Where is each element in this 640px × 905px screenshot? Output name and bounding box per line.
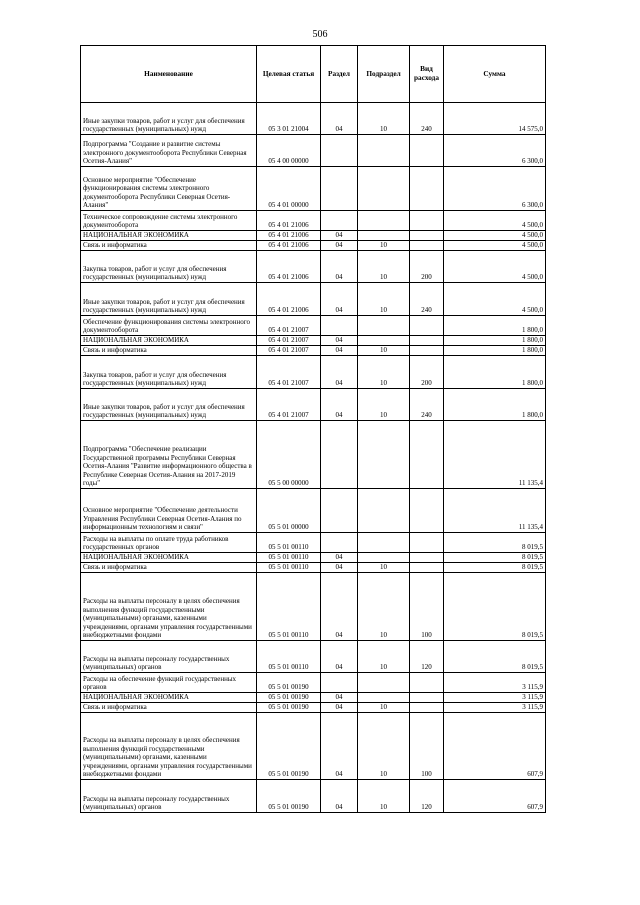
row-kind-cell: [410, 231, 444, 241]
row-name-cell: Расходы на выплаты персоналу в целях обеспечения выполнения функций государственными (муниципальными) органами, казенными учреждениями, органами управления государственными внебюджетными фондами: [81, 573, 257, 641]
row-section-cell: 04: [321, 573, 358, 641]
row-subsection-cell: 10: [358, 563, 410, 573]
row-kind-cell: [410, 553, 444, 563]
row-sum-cell: 4 500,0: [444, 211, 546, 231]
table-row: [81, 703, 546, 713]
row-name-cell: Подпрограмма "Создание и развитие системы электронного документооборота Республики Северная Осетия-Алания": [81, 135, 257, 167]
table-row: [81, 346, 546, 356]
row-section-cell: 04: [321, 283, 358, 316]
row-section-cell: 04: [321, 356, 358, 389]
table-row: [81, 251, 546, 283]
row-subsection-cell: 10: [358, 283, 410, 316]
row-subsection-cell: [358, 336, 410, 346]
row-code-cell: 05 5 01 00000: [257, 489, 321, 533]
row-kind-cell: [410, 489, 444, 533]
row-section-cell: 04: [321, 103, 358, 135]
row-name-cell: Расходы на выплаты по оплате труда работников государственных органов: [81, 533, 257, 553]
row-name-cell: НАЦИОНАЛЬНАЯ ЭКОНОМИКА: [81, 553, 257, 563]
row-sum-cell: 1 800,0: [444, 316, 546, 336]
row-sum-cell: 14 575,0: [444, 103, 546, 135]
row-section-cell: 04: [321, 251, 358, 283]
row-name-cell: Подпрограмма "Обеспечение реализации Государственной программы Республики Северная Осетия-Алания "Развитие информационного общества в Республике Северная Осетия-Алания на 2017-2019 годы": [81, 421, 257, 489]
row-kind-cell: [410, 135, 444, 167]
row-kind-cell: [410, 703, 444, 713]
row-section-cell: 04: [321, 553, 358, 563]
row-code-cell: 05 5 01 00110: [257, 563, 321, 573]
row-kind-cell: 240: [410, 389, 444, 421]
row-subsection-cell: [358, 231, 410, 241]
row-name-cell: Закупка товаров, работ и услуг для обеспечения государственных (муниципальных) нужд: [81, 356, 257, 389]
table-row: [81, 211, 546, 231]
row-section-cell: 04: [321, 346, 358, 356]
row-name-cell: Основное мероприятие "Обеспечение деятельности Управления Республики Северная Осетия-Алания по информационным технологиям и связи": [81, 489, 257, 533]
row-name-cell: Связь и информатика: [81, 346, 257, 356]
row-code-cell: 05 5 01 00110: [257, 533, 321, 553]
row-kind-cell: 240: [410, 103, 444, 135]
row-kind-cell: 120: [410, 780, 444, 813]
table-row: [81, 283, 546, 316]
row-sum-cell: 8 019,5: [444, 533, 546, 553]
row-section-cell: 04: [321, 703, 358, 713]
row-sum-cell: 4 500,0: [444, 251, 546, 283]
row-sum-cell: 3 115,9: [444, 673, 546, 693]
row-name-cell: Закупка товаров, работ и услуг для обеспечения государственных (муниципальных) нужд: [81, 251, 257, 283]
header-code: Целевая статья: [257, 46, 321, 103]
page-number: 506: [312, 29, 328, 40]
row-sum-cell: 4 500,0: [444, 283, 546, 316]
row-code-cell: 05 4 01 21007: [257, 336, 321, 346]
row-section-cell: 04: [321, 231, 358, 241]
row-section-cell: 04: [321, 641, 358, 673]
row-code-cell: 05 4 00 00000: [257, 135, 321, 167]
row-code-cell: 05 4 01 21007: [257, 346, 321, 356]
row-section-cell: 04: [321, 693, 358, 703]
row-section-cell: 04: [321, 713, 358, 780]
row-kind-cell: [410, 167, 444, 211]
row-kind-cell: [410, 421, 444, 489]
row-section-cell: [321, 673, 358, 693]
row-code-cell: 05 4 01 21006: [257, 231, 321, 241]
row-kind-cell: 240: [410, 283, 444, 316]
table-row: [81, 533, 546, 553]
table-row: [81, 573, 546, 641]
table-row: [81, 713, 546, 780]
row-subsection-cell: 10: [358, 713, 410, 780]
row-subsection-cell: [358, 693, 410, 703]
table-row: [81, 103, 546, 135]
row-code-cell: 05 5 01 00190: [257, 673, 321, 693]
table-row: [81, 780, 546, 813]
row-kind-cell: [410, 563, 444, 573]
row-kind-cell: [410, 533, 444, 553]
table-row: [81, 356, 546, 389]
row-kind-cell: [410, 241, 444, 251]
row-kind-cell: 200: [410, 356, 444, 389]
row-code-cell: 05 4 01 21006: [257, 241, 321, 251]
row-section-cell: 04: [321, 241, 358, 251]
row-sum-cell: 8 019,5: [444, 553, 546, 563]
row-sum-cell: 1 800,0: [444, 356, 546, 389]
row-name-cell: Расходы на выплаты персоналу государственных (муниципальных) органов: [81, 780, 257, 813]
table-row: [81, 135, 546, 167]
row-name-cell: Расходы на обеспечение функций государственных органов: [81, 673, 257, 693]
row-subsection-cell: [358, 316, 410, 336]
table-row: [81, 641, 546, 673]
row-section-cell: [321, 533, 358, 553]
row-sum-cell: 1 800,0: [444, 336, 546, 346]
row-section-cell: [321, 421, 358, 489]
row-subsection-cell: 10: [358, 346, 410, 356]
row-section-cell: 04: [321, 389, 358, 421]
row-kind-cell: [410, 211, 444, 231]
row-kind-cell: 200: [410, 251, 444, 283]
row-subsection-cell: 10: [358, 356, 410, 389]
row-code-cell: 05 4 01 21006: [257, 211, 321, 231]
row-sum-cell: 8 019,5: [444, 563, 546, 573]
row-code-cell: 05 5 00 00000: [257, 421, 321, 489]
row-code-cell: 05 5 01 00110: [257, 573, 321, 641]
table-row: [81, 316, 546, 336]
row-subsection-cell: [358, 167, 410, 211]
row-name-cell: Связь и информатика: [81, 563, 257, 573]
table-row: [81, 421, 546, 489]
table-row: [81, 489, 546, 533]
row-subsection-cell: 10: [358, 241, 410, 251]
row-section-cell: [321, 167, 358, 211]
row-kind-cell: [410, 673, 444, 693]
table-row: [81, 553, 546, 563]
row-sum-cell: 6 300,0: [444, 167, 546, 211]
row-code-cell: 05 5 01 00190: [257, 703, 321, 713]
row-name-cell: Расходы на выплаты персоналу государственных (муниципальных) органов: [81, 641, 257, 673]
row-code-cell: 05 5 01 00190: [257, 713, 321, 780]
row-subsection-cell: [358, 533, 410, 553]
row-code-cell: 05 4 01 21007: [257, 356, 321, 389]
row-section-cell: [321, 211, 358, 231]
budget-table: [80, 45, 546, 813]
row-section-cell: 04: [321, 336, 358, 346]
row-sum-cell: 11 135,4: [444, 489, 546, 533]
row-section-cell: [321, 135, 358, 167]
table-row: [81, 693, 546, 703]
header-subsection: Подраздел: [358, 46, 410, 103]
row-sum-cell: 1 800,0: [444, 389, 546, 421]
row-sum-cell: 607,9: [444, 713, 546, 780]
row-subsection-cell: [358, 553, 410, 563]
row-code-cell: 05 4 01 21007: [257, 316, 321, 336]
row-code-cell: 05 5 01 00110: [257, 553, 321, 563]
row-section-cell: 04: [321, 780, 358, 813]
row-name-cell: Иные закупки товаров, работ и услуг для обеспечения государственных (муниципальных) нужд: [81, 389, 257, 421]
header-section: Раздел: [321, 46, 358, 103]
row-subsection-cell: 10: [358, 251, 410, 283]
row-code-cell: 05 4 01 21007: [257, 389, 321, 421]
row-subsection-cell: 10: [358, 780, 410, 813]
row-name-cell: Иные закупки товаров, работ и услуг для обеспечения государственных (муниципальных) нужд: [81, 283, 257, 316]
row-name-cell: Связь и информатика: [81, 703, 257, 713]
row-subsection-cell: 10: [358, 703, 410, 713]
row-subsection-cell: 10: [358, 103, 410, 135]
row-subsection-cell: [358, 489, 410, 533]
row-kind-cell: 100: [410, 573, 444, 641]
row-subsection-cell: [358, 135, 410, 167]
row-subsection-cell: [358, 421, 410, 489]
row-code-cell: 05 3 01 21004: [257, 103, 321, 135]
table-row: [81, 336, 546, 346]
row-section-cell: [321, 489, 358, 533]
row-code-cell: 05 5 01 00190: [257, 780, 321, 813]
table-row: [81, 231, 546, 241]
row-subsection-cell: 10: [358, 389, 410, 421]
table-body: [81, 103, 546, 813]
header-name: Наименование: [81, 46, 257, 103]
row-code-cell: 05 5 01 00190: [257, 693, 321, 703]
table-row: [81, 241, 546, 251]
row-sum-cell: 8 019,5: [444, 573, 546, 641]
table-row: [81, 673, 546, 693]
row-sum-cell: 4 500,0: [444, 231, 546, 241]
row-name-cell: НАЦИОНАЛЬНАЯ ЭКОНОМИКА: [81, 231, 257, 241]
row-kind-cell: 100: [410, 713, 444, 780]
row-sum-cell: 4 500,0: [444, 241, 546, 251]
row-subsection-cell: 10: [358, 573, 410, 641]
row-kind-cell: [410, 693, 444, 703]
row-kind-cell: [410, 336, 444, 346]
row-name-cell: Иные закупки товаров, работ и услуг для обеспечения государственных (муниципальных) нужд: [81, 103, 257, 135]
row-sum-cell: 3 115,9: [444, 703, 546, 713]
row-subsection-cell: 10: [358, 641, 410, 673]
row-name-cell: Основное мероприятие "Обеспечение функционирования системы электронного документооборота Республики Северная Осетия-Алания": [81, 167, 257, 211]
row-name-cell: Связь и информатика: [81, 241, 257, 251]
row-sum-cell: 3 115,9: [444, 693, 546, 703]
row-kind-cell: 120: [410, 641, 444, 673]
table-row: [81, 389, 546, 421]
row-code-cell: 05 4 01 21006: [257, 251, 321, 283]
row-name-cell: Расходы на выплаты персоналу в целях обеспечения выполнения функций государственными (муниципальными) органами, казенными учреждениями, органами управления государственными внебюджетными фондами: [81, 713, 257, 780]
row-subsection-cell: [358, 211, 410, 231]
row-sum-cell: 8 019,5: [444, 641, 546, 673]
header-kind: Вид расхода: [410, 46, 444, 103]
row-section-cell: [321, 316, 358, 336]
row-code-cell: 05 4 01 00000: [257, 167, 321, 211]
row-name-cell: Обеспечение функционирования системы электронного документооборота: [81, 316, 257, 336]
row-kind-cell: [410, 316, 444, 336]
row-kind-cell: [410, 346, 444, 356]
row-name-cell: НАЦИОНАЛЬНАЯ ЭКОНОМИКА: [81, 336, 257, 346]
table-row: [81, 167, 546, 211]
row-name-cell: НАЦИОНАЛЬНАЯ ЭКОНОМИКА: [81, 693, 257, 703]
row-subsection-cell: [358, 673, 410, 693]
header-sum: Сумма: [444, 46, 546, 103]
row-sum-cell: 11 135,4: [444, 421, 546, 489]
row-name-cell: Техническое сопровождение системы электронного документооборота: [81, 211, 257, 231]
row-sum-cell: 607,9: [444, 780, 546, 813]
row-sum-cell: 1 800,0: [444, 346, 546, 356]
row-section-cell: 04: [321, 563, 358, 573]
table-row: [81, 563, 546, 573]
row-code-cell: 05 5 01 00110: [257, 641, 321, 673]
table-header-row: [81, 46, 546, 103]
row-sum-cell: 6 300,0: [444, 135, 546, 167]
row-code-cell: 05 4 01 21006: [257, 283, 321, 316]
